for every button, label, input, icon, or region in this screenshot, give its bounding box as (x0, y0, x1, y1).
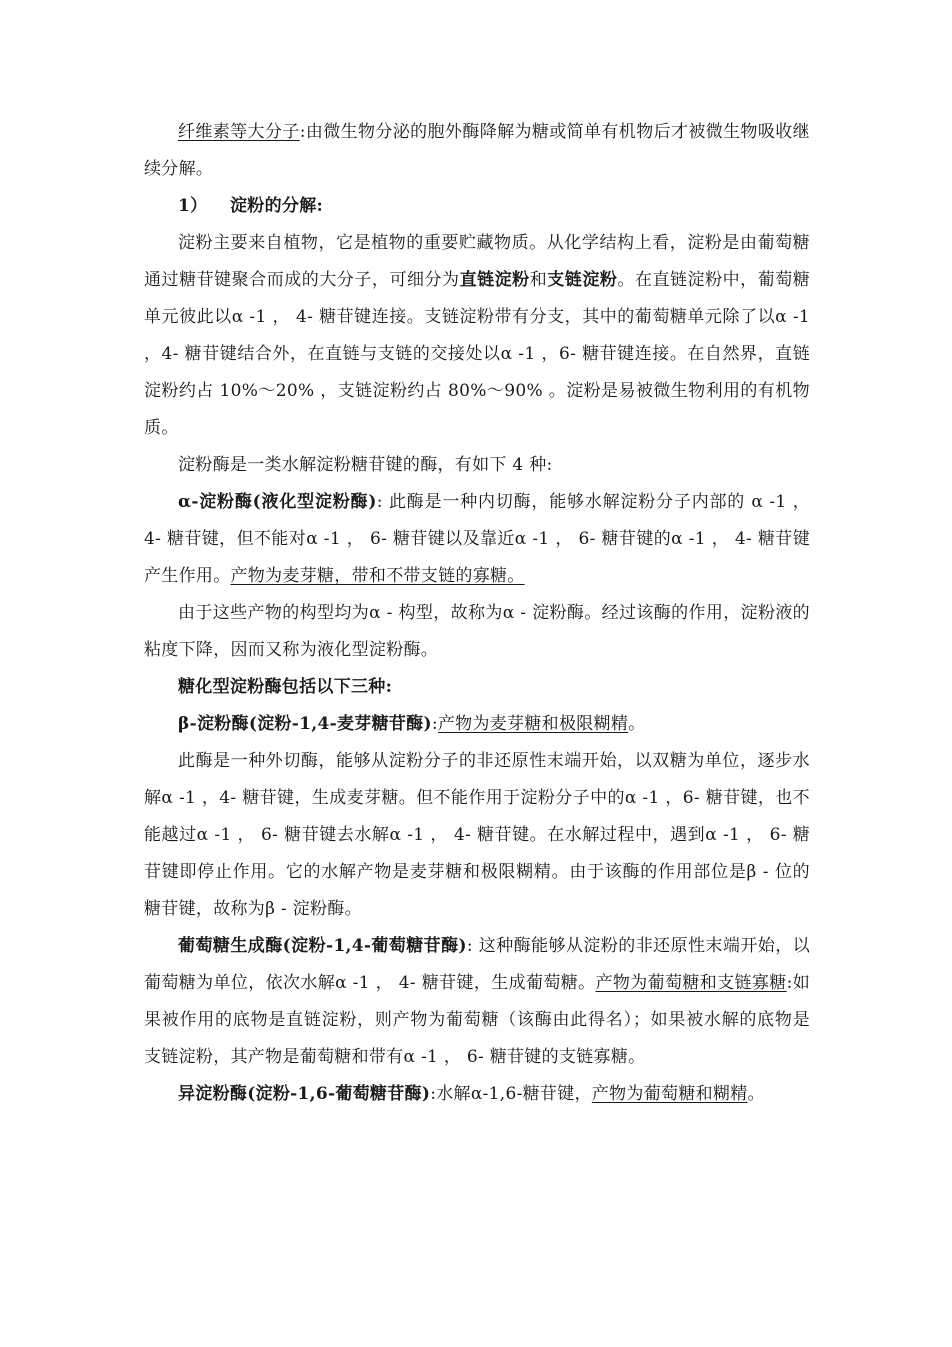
term-isoamylase: 异淀粉酶(淀粉-1,6-葡萄糖苷酶) (178, 1084, 431, 1104)
section-heading-starch (144, 188, 810, 225)
paragraph-text: 淀粉酶是一类水解淀粉糖苷键的酶，有如下 4 种: (178, 455, 553, 475)
paragraph-alpha-explanation (144, 595, 810, 669)
paragraph-text: :水解α-1,6-糖苷键， (430, 1084, 592, 1104)
paragraph-text: 和 (529, 270, 548, 290)
paragraph-text: 。在直链淀粉中，葡萄糖单元彼此以α -1 ， 4- 糖苷键连接。支链淀粉带有分支，其中的葡萄糖单元除了以α -1 ，4- 糖苷键结合外，在直链与支链的交接处以α -1 ，6- 糖苷键连接。在自然界，直链淀粉约占 10%～20% ，支链淀粉约占 80%～90% 。淀粉是易被微生物利用的有机物质。 (144, 270, 811, 438)
paragraph-text: 。 (628, 714, 646, 734)
heading-title: 淀粉的分解: (230, 196, 324, 216)
paragraph-glucoamylase (144, 928, 810, 1076)
paragraph-beta-amylase (144, 706, 810, 743)
products-alpha-amylase: 产物为麦芽糖，带和不带支链的寡糖。 (230, 566, 525, 586)
paragraph-text: : 这种酶能够从淀粉的非还原性末端开始，以葡萄糖为单位，依次水解α -1 ， 4- 糖苷键，生成葡萄糖。 (144, 936, 810, 993)
heading-number: 1） (178, 196, 208, 216)
paragraph-text: 此酶是一种外切酶，能够从淀粉分子的非还原性末端开始，以双糖为单位，逐步水解α -1 ，4- 糖苷键，生成麦芽糖。但不能作用于淀粉分子中的α -1 ，6- 糖苷键，也不能越过α -1 ， 6- 糖苷键去水解α -1 ， 4- 糖苷键。在水解过程中，遇到α -1 ， 6- 糖苷键即停止作用。它的水解产物是麦芽糖和极限糊精。由于该酶的作用部位是β - 位的糖苷键，故称为β - 淀粉酶。 (144, 751, 810, 919)
paragraph-text: 糖化型淀粉酶包括以下三种: (178, 677, 393, 697)
paragraph-text: :如果被作用的底物是直链淀粉，则产物为葡萄糖（该酶由此得名）；如果被水解的底物是支链淀粉，其产物是葡萄糖和带有α -1 ， 6- 糖苷键的支链寡糖。 (144, 973, 810, 1067)
paragraph-cellulose (144, 114, 810, 188)
term-beta-amylase: β-淀粉酶(淀粉-1,4-麦芽糖苷酶) (178, 714, 432, 734)
paragraph-amylase-intro (144, 447, 810, 484)
products-glucoamylase: 产物为葡萄糖和支链寡糖 (595, 973, 787, 993)
paragraph-alpha-amylase (144, 484, 810, 595)
paragraph-text: : (431, 714, 438, 734)
products-isoamylase: 产物为葡萄糖和糊精 (591, 1084, 748, 1104)
paragraph-beta-explanation (144, 743, 810, 928)
paragraph-text: 由于这些产物的构型均为α - 构型，故称为α - 淀粉酶。经过该酶的作用，淀粉液的粘度下降，因而又称为液化型淀粉酶。 (144, 603, 810, 660)
document-body (144, 114, 810, 1113)
paragraph-saccharifying-heading (144, 669, 810, 706)
paragraph-text: 。 (747, 1084, 765, 1104)
term-glucoamylase: 葡萄糖生成酶(淀粉-1,4-葡萄糖苷酶) (178, 936, 467, 956)
term-alpha-amylase: α-淀粉酶(液化型淀粉酶) (178, 492, 377, 512)
paragraph-starch-structure (144, 225, 810, 447)
paragraph-text: 淀粉主要来自植物，它是植物的重要贮藏物质。从化学结构上看，淀粉是由葡萄糖通过糖苷键聚合而成的大分子，可细分为 (144, 233, 810, 290)
term-cellulose: 纤维素等大分子 (178, 122, 300, 142)
paragraph-text: :由微生物分泌的胞外酶降解为糖或简单有机物后才被微生物吸收继续分解。 (144, 122, 810, 179)
term-amylose: 直链淀粉 (459, 270, 530, 290)
paragraph-text: : 此酶是一种内切酶，能够水解淀粉分子内部的 α -1 ， 4- 糖苷键，但不能对α -1 ， 6- 糖苷键以及靠近α -1 ， 6- 糖苷键的α -1 ， 4- 糖苷键产生作用。 (144, 492, 810, 586)
paragraph-isoamylase (144, 1076, 810, 1113)
term-amylopectin: 支链淀粉 (547, 270, 618, 290)
products-beta-amylase: 产物为麦芽糖和极限糊精 (437, 714, 629, 734)
